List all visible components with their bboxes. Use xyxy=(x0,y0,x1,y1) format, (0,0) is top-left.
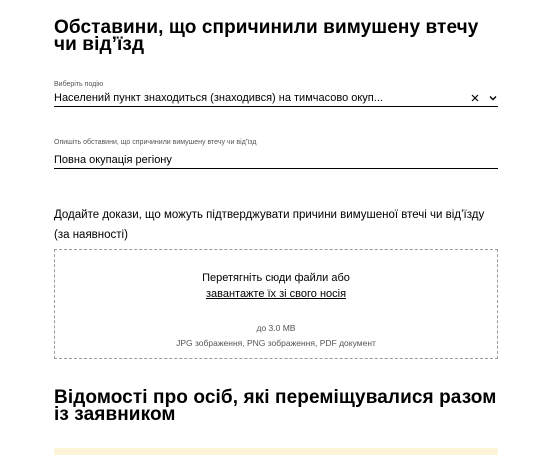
circumstances-field[interactable] xyxy=(54,138,498,169)
event-select-label: Виберіть подію xyxy=(54,81,104,88)
close-icon[interactable] xyxy=(470,93,480,103)
circumstances-input[interactable] xyxy=(54,151,498,169)
event-select[interactable] xyxy=(54,80,498,107)
file-size-limit: до 3.0 MB xyxy=(256,323,296,333)
event-select-control[interactable] xyxy=(54,89,498,107)
upload-link[interactable]: завантажте їх зі свого носія xyxy=(205,288,347,300)
chevron-down-icon[interactable] xyxy=(488,93,498,103)
event-select-value[interactable]: Населений пункт знаходиться (знаходився) на тимчасово окуп... xyxy=(54,91,383,104)
circumstances-value[interactable]: Повна окупація регіону xyxy=(54,153,172,166)
section-title-accompanying-persons: Відомості про осіб, які переміщувалися разом із заявником xyxy=(54,387,497,425)
section-title-circumstances: Обставини, що спричинили вимушену втечу чи від’їзд xyxy=(54,17,479,55)
file-dropzone[interactable] xyxy=(54,249,498,359)
dropzone-text: Перетягніть сюди файли або xyxy=(202,272,350,284)
info-notice xyxy=(54,448,498,455)
circumstances-label: Опишіть обставини, що спричинили вимушену втечу чи від’їзд xyxy=(54,139,257,146)
file-formats: JPG зображення, PNG зображення, PDF документ xyxy=(176,338,376,348)
evidence-prompt: Додайте докази, що можуть підтверджувати причини вимушеної втечі чи від’їзду (за наявності) xyxy=(54,209,485,241)
